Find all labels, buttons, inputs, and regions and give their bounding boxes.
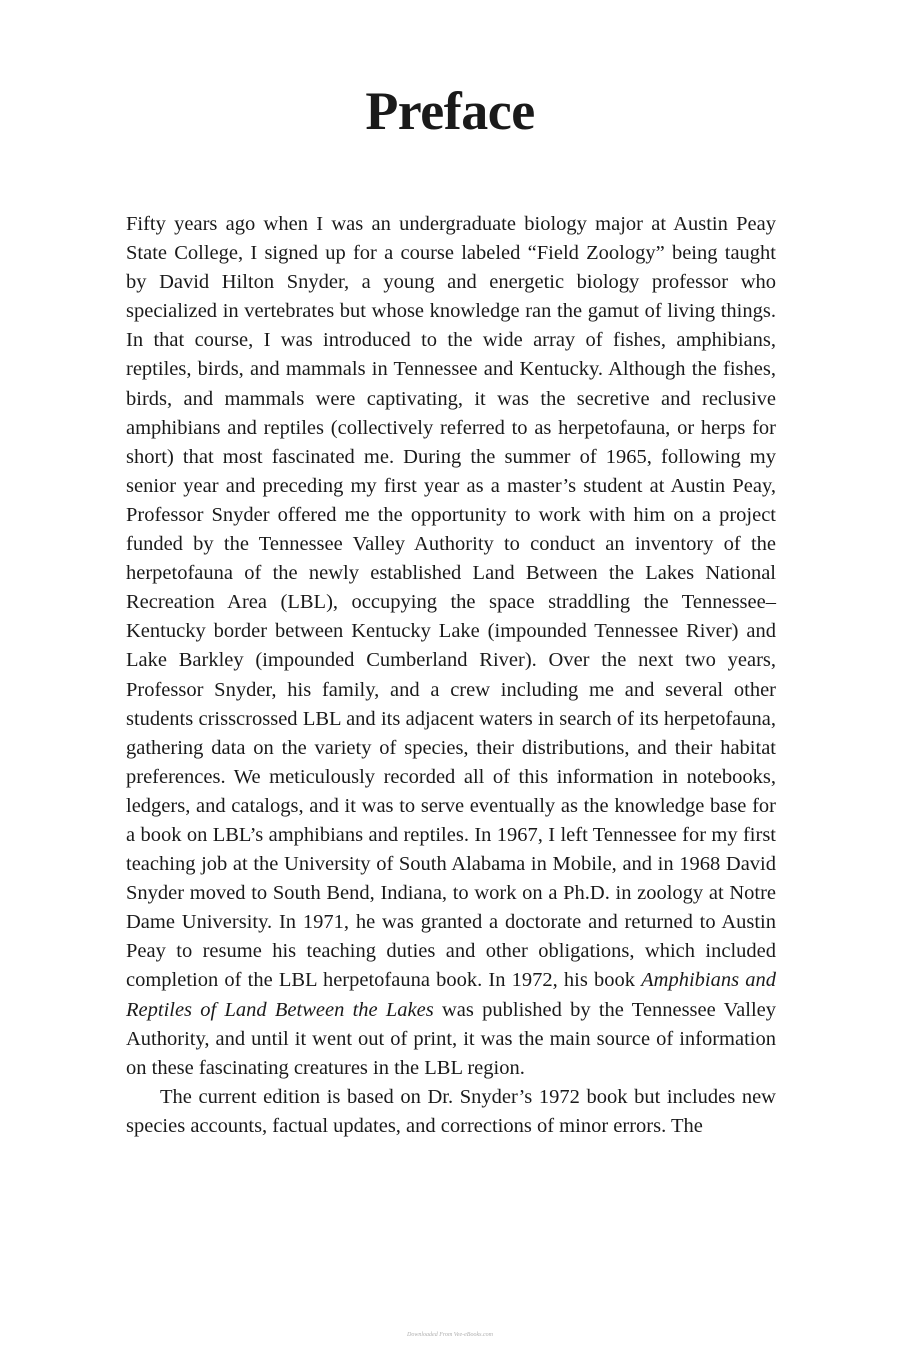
book-title: Amphibians and Reptiles of Land Between the Lakes (126, 969, 776, 1021)
paragraph-1 (126, 210, 776, 1083)
footer-watermark: Downloaded From Vee-eBooks.com (407, 1332, 493, 1338)
page-title: Preface (365, 81, 535, 141)
preface-body (126, 210, 776, 1141)
paragraph-1-part-2: was published by the Tennessee Valley Authority, and until it went out of print, it was the main source of information on these fascinating creatures in the LBL region. (126, 998, 776, 1079)
paragraph-2: The current edition is based on Dr. Snyder’s 1972 book but includes new species accounts, factual updates, and corrections of minor errors. The (126, 1085, 776, 1137)
paragraph-1-part-1: Fifty years ago when I was an undergraduate biology major at Austin Peay State College, I signed up for a course labeled “Field Zoology” being taught by David Hilton Snyder, a young and energetic biology professor who specialized in vertebrates but whose knowledge ran the gamut of living things. In that course, I was introduced to the wide array of fishes, amphibians, reptiles, birds, and mammals in Tennessee and Kentucky. Although the fishes, birds, and mammals were captivating, it was the secretive and reclusive amphibians and reptiles (collectively referred to as herpetofauna, or herps for short) that most fascinated me. During the summer of 1965, following my senior year and preceding my first year as a master’s student at Austin Peay, Professor Snyder offered me the opportunity to work with him on a project funded by the Tennessee Valley Authority to conduct an inventory of the herpetofauna of the newly established Land Between the Lakes National Recreation Area (LBL), occupying the space straddling the Tennessee–Kentucky border between Kentucky Lake (impounded Tennessee River) and Lake Barkley (impounded Cumberland River). Over the next two years, Professor Snyder, his family, and a crew including me and several other students crisscrossed LBL and its adjacent waters in search of its herpetofauna, gathering data on the variety of species, their distributions, and their habitat preferences. We meticulously recorded all of this information in notebooks, ledgers, and catalogs, and it was to serve eventually as the knowledge base for a book on LBL’s amphibians and reptiles. In 1967, I left Tennessee for my first teaching job at the University of South Alabama in Mobile, and in 1968 David Snyder moved to South Bend, Indiana, to work on a Ph.D. in zoology at Notre Dame University. In 1971, he was granted a doctorate and returned to Austin Peay to resume his teaching duties and other obligations, which included completion of the LBL herpetofauna book. In 1972, his book (126, 213, 776, 992)
